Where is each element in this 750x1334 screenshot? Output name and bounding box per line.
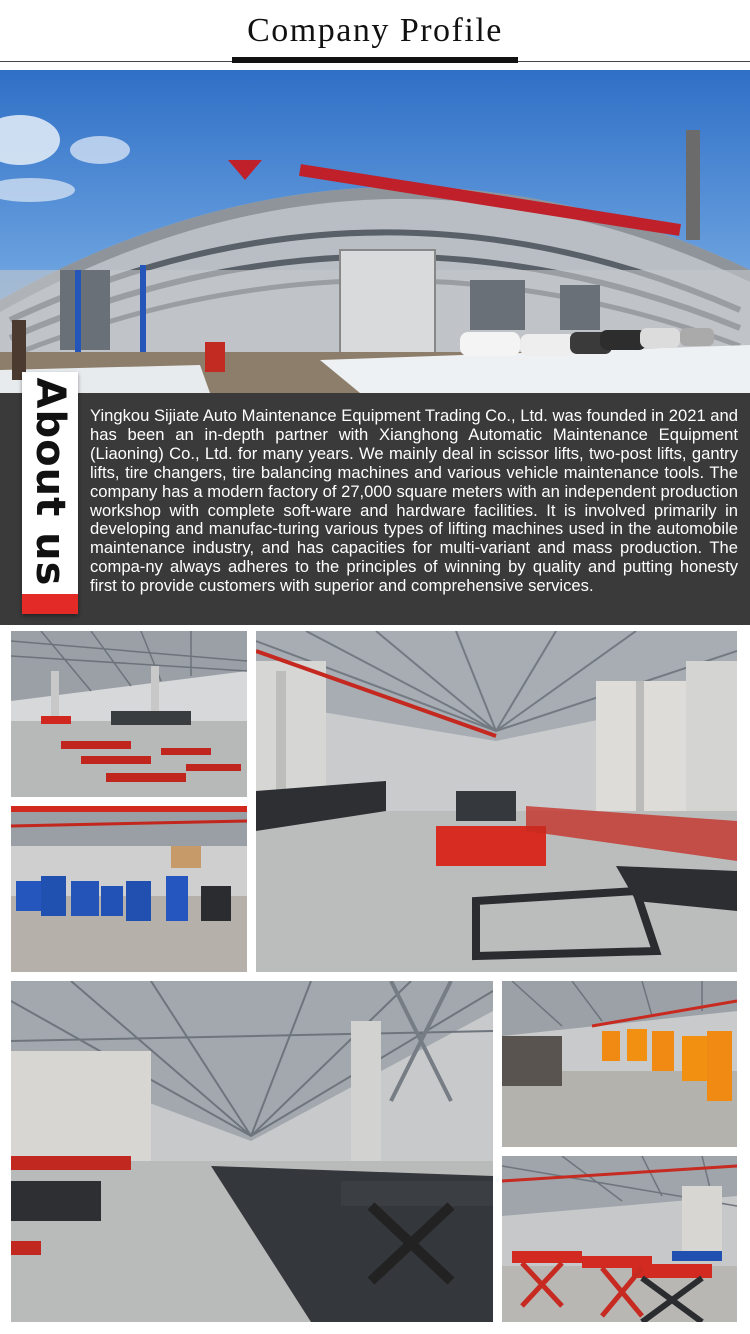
header-accent-bar [232, 57, 518, 63]
factory-exterior-photo [0, 70, 750, 393]
workshop-photo-scissor-lifts [11, 981, 493, 1322]
workshop-photo-red-platforms [11, 631, 247, 797]
about-us-tab [22, 372, 78, 614]
page-header [0, 0, 750, 70]
workshop-photo-finished-lifts [502, 1156, 737, 1322]
about-tab-accent [22, 594, 78, 614]
workshop-photo-orange-parts [502, 981, 737, 1147]
about-description: Yingkou Sijiate Auto Maintenance Equipment Trading Co., Ltd. was founded in 2021 and has been an in-depth partner with Xianghong Automatic Maintenance Equipment (Liaoning) Co., Ltd. for many years. We mainly deal in scissor lifts, two-post lifts, gantry lifts, tire changers, tire balancing machines and various vehicle maintenance tools. The company has a modern factory of 27,000 square meters with an independent production workshop with complete soft-ware and hardware facilities. It is involved primarily in developing and manufac-turing various types of lifting machines used in the automobile maintenance industry, and has capacities for multi-variant and mass production. The compa-ny always adheres to the principles of winning by quality and putting honesty first to provide customers with superior and comprehensive services. [90, 406, 738, 596]
workshop-photo-main-hall [256, 631, 737, 972]
workshop-photo-blue-lifts [11, 806, 247, 972]
page-title: Company Profile [247, 12, 503, 49]
about-us-label: About us [27, 377, 73, 587]
